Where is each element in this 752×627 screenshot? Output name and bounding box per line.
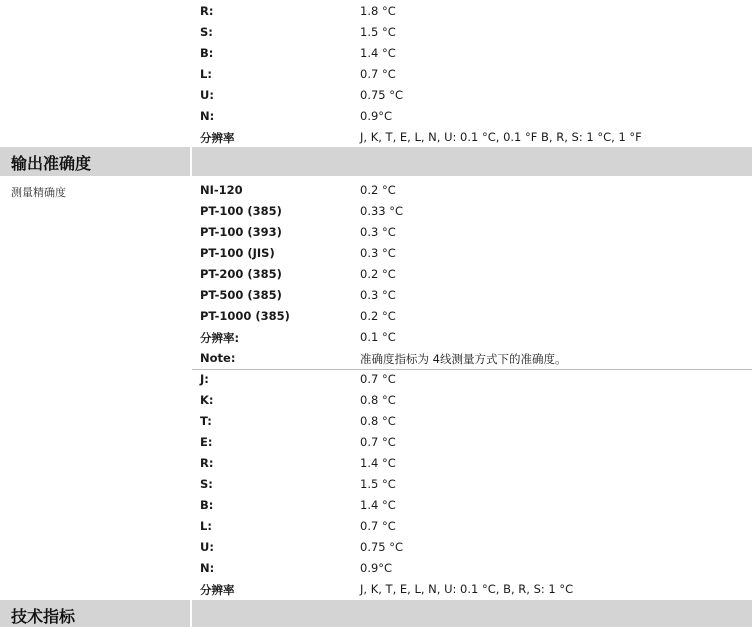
row-label: T:	[200, 414, 212, 428]
row-label: R:	[200, 456, 214, 470]
row-value: 1.4 °C	[360, 46, 396, 60]
row-label: N:	[200, 561, 215, 575]
row-value: 0.1 °C	[360, 330, 396, 344]
table-row	[0, 369, 752, 390]
row-label: NI-120	[200, 183, 243, 197]
table-row	[0, 243, 752, 264]
section-header-specs	[0, 600, 752, 627]
table-row	[0, 43, 752, 64]
row-value: 1.5 °C	[360, 25, 396, 39]
row-label: PT-100 (385)	[200, 204, 282, 218]
row-value: 0.7 °C	[360, 519, 396, 533]
row-value: 0.8 °C	[360, 414, 396, 428]
row-value: 0.3 °C	[360, 288, 396, 302]
table-row	[0, 222, 752, 243]
table-row	[0, 85, 752, 106]
table-row	[0, 516, 752, 537]
row-label: B:	[200, 46, 214, 60]
table-row	[0, 264, 752, 285]
row-value: 1.4 °C	[360, 456, 396, 470]
table-row	[0, 285, 752, 306]
row-label: E:	[200, 435, 213, 449]
row-label: PT-100 (393)	[200, 225, 282, 239]
row-value: 0.3 °C	[360, 246, 396, 260]
row-label: R:	[200, 4, 214, 18]
row-label: 分辨率:	[200, 331, 240, 345]
table-row	[0, 495, 752, 516]
row-value: 0.2 °C	[360, 183, 396, 197]
row-label: S:	[200, 477, 213, 491]
table-row	[0, 106, 752, 127]
table-row	[0, 22, 752, 43]
row-value: 0.7 °C	[360, 435, 396, 449]
row-label: 分辨率	[200, 131, 235, 145]
row-label: PT-1000 (385)	[200, 309, 290, 323]
row-value: 准确度指标为 4线测量方式下的准确度。	[360, 352, 567, 366]
table-row	[0, 127, 752, 148]
row-label: N:	[200, 109, 215, 123]
category-label: 测量精确度	[11, 186, 66, 199]
table-row	[0, 537, 752, 558]
row-value: 0.75 °C	[360, 540, 404, 554]
section-header-output-accuracy	[0, 147, 752, 176]
row-value: J, K, T, E, L, N, U: 0.1 °C, B, R, S: 1 °C	[360, 582, 574, 596]
table-row	[0, 411, 752, 432]
row-label: J:	[200, 372, 209, 386]
row-value: 0.9°C	[360, 561, 393, 575]
row-label: L:	[200, 67, 212, 81]
row-label: S:	[200, 25, 213, 39]
table-row	[0, 180, 752, 201]
row-value: 1.8 °C	[360, 4, 396, 18]
row-label: PT-200 (385)	[200, 267, 282, 281]
table-row	[0, 327, 752, 348]
table-row	[0, 201, 752, 222]
section-title-cell	[0, 600, 190, 627]
row-value: 1.5 °C	[360, 477, 396, 491]
row-label: L:	[200, 519, 212, 533]
row-value: J, K, T, E, L, N, U: 0.1 °C, 0.1 °F B, R, S: 1 °C, 1 °F	[360, 130, 642, 144]
row-label: K:	[200, 393, 214, 407]
row-value: 0.2 °C	[360, 309, 396, 323]
table-row	[0, 1, 752, 22]
section-title: 技术指标	[11, 607, 76, 626]
row-value: 0.75 °C	[360, 88, 404, 102]
row-label: 分辨率	[200, 583, 235, 597]
table-row	[0, 558, 752, 579]
table-row	[0, 474, 752, 495]
table-row	[0, 390, 752, 411]
row-value: 1.4 °C	[360, 498, 396, 512]
row-label: U:	[200, 88, 214, 102]
row-label: Note:	[200, 351, 236, 365]
table-row	[0, 432, 752, 453]
section-title-cell	[0, 147, 190, 176]
table-row	[0, 348, 752, 369]
table-row	[0, 579, 752, 600]
section-title: 输出准确度	[11, 154, 92, 173]
section-header-gap	[190, 600, 192, 627]
row-value: 0.9°C	[360, 109, 393, 123]
row-label: PT-100 (JIS)	[200, 246, 275, 260]
row-value: 0.7 °C	[360, 372, 396, 386]
row-value: 0.3 °C	[360, 225, 396, 239]
table-row	[0, 306, 752, 327]
row-value: 0.2 °C	[360, 267, 396, 281]
row-label: PT-500 (385)	[200, 288, 282, 302]
row-label: B:	[200, 498, 214, 512]
row-value: 0.33 °C	[360, 204, 404, 218]
row-label: U:	[200, 540, 214, 554]
row-value: 0.7 °C	[360, 67, 396, 81]
row-value: 0.8 °C	[360, 393, 396, 407]
table-row	[0, 64, 752, 85]
table-row	[0, 453, 752, 474]
section-header-gap	[190, 147, 192, 176]
